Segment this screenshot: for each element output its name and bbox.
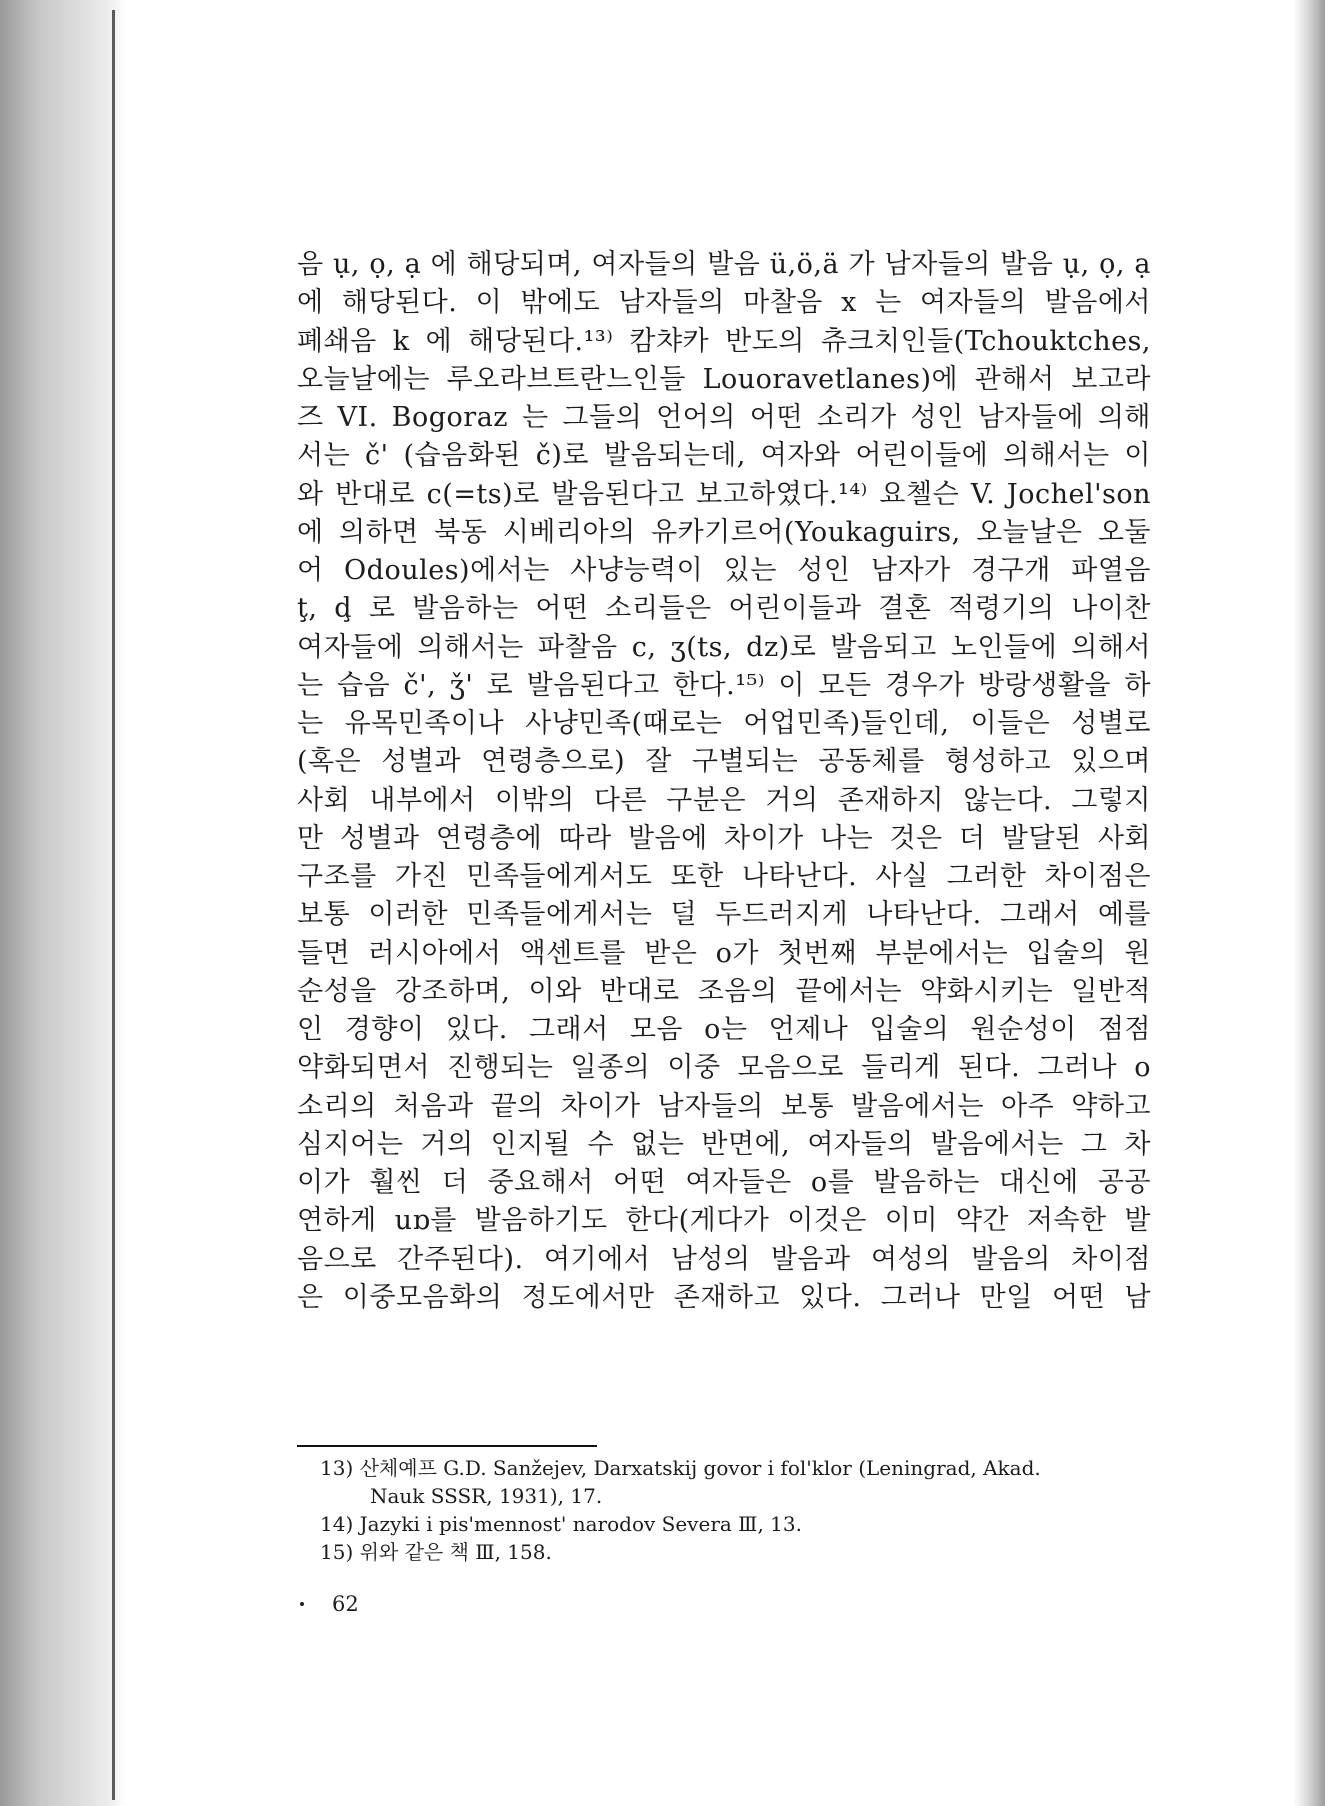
text-line: 인 경향이 있다. 그래서 모음 o는 언제나 입술의 원순성이 점점: [297, 1014, 1151, 1045]
text-line: 여자들에 의해서는 파찰음 c, ʒ(ts, dz)로 발음되고 노인들에 의해서: [297, 631, 1151, 663]
page-edge-right: [1293, 0, 1325, 1806]
text-line: ţ, ḑ 로 발음하는 어떤 소리들은 어린이들과 결혼 적령기의 나이찬: [297, 593, 1151, 625]
text-line: (혹은 성별과 연령층으로) 잘 구별되는 공동체를 형성하고 있으며: [297, 746, 1151, 778]
text-line: 이가 훨씬 더 중요해서 어떤 여자들은 o를 발음하는 대신에 공공: [297, 1167, 1152, 1198]
text-line: 은 이중모음화의 정도에서만 존재하고 있다. 그러나 만일 어떤 남: [297, 1281, 1151, 1313]
footnote-13: [320, 1454, 1160, 1510]
text-line: 만 성별과 연령층에 따라 발음에 차이가 나는 것은 더 발달된 사회: [297, 822, 1151, 854]
text-line: 사회 내부에서 이밖의 다른 구분은 거의 존재하지 않는다. 그렇지: [297, 784, 1151, 816]
footnote-text: 14) Jazyki i pis'mennost' narodov Severa Ⅲ, 13.: [320, 1512, 802, 1536]
text-line: 오늘날에는 루오라브트란느인들 Louoravetlanes)에 관해서 보고라: [297, 363, 1151, 395]
text-line: 들면 러시아에서 액센트를 받은 o가 첫번째 부분에서는 입술의 원: [297, 937, 1151, 969]
text-line: 에 의하면 북동 시베리아의 유카기르어(Youkaguirs, 오늘날은 오둘: [297, 516, 1151, 548]
page-number: 62: [332, 1592, 359, 1616]
text-line: 연하게 uɒ를 발음하기도 한다(게다가 이것은 이미 약간 저속한 발: [297, 1205, 1151, 1237]
text-line: 음 ụ, ọ, ạ 에 해당되며, 여자들의 발음 ü,ö,ä 가 남자들의 발음 ụ, ọ, ạ: [297, 249, 1151, 280]
text-line: 순성을 강조하며, 이와 반대로 조음의 끝에서는 약화시키는 일반적: [297, 975, 1151, 1007]
text-line: 약화되면서 진행되는 일종의 이중 모음으로 들리게 된다. 그러나 o: [297, 1052, 1151, 1084]
text-line: 어 Odoules)에서는 사냥능력이 있는 성인 남자가 경구개 파열음: [297, 555, 1151, 586]
footnote-divider: [297, 1445, 597, 1447]
text-line: 는 유목민족이나 사냥민족(때로는 어업민족)들인데, 이들은 성별로: [297, 708, 1151, 739]
footnote-text: 13) 산체예프 G.D. Sanžejev, Darxatskij govor i fol'klor (Leningrad, Akad.: [320, 1456, 1041, 1480]
footnotes: [320, 1454, 1160, 1566]
text-line: 소리의 처음과 끝의 차이가 남자들의 보통 발음에서는 아주 약하고: [297, 1090, 1151, 1122]
text-line: 즈 VI. Bogoraz 는 그들의 언어의 어떤 소리가 성인 남자들에 의해: [297, 402, 1151, 433]
page-edge-left: [0, 0, 126, 1806]
footnote-15: [320, 1538, 1160, 1566]
footnote-text-continued: Nauk SSSR, 1931), 17.: [370, 1484, 603, 1508]
text-line: 구조를 가진 민족들에게서도 또한 나타난다. 사실 그러한 차이점은: [297, 861, 1151, 892]
footnote-text: 15) 위와 같은 책 Ⅲ, 158.: [320, 1540, 552, 1564]
body-text: [297, 246, 1151, 1317]
text-line: 보통 이러한 민족들에게서는 덜 두드러지게 나타난다. 그래서 예를: [297, 899, 1151, 931]
text-line: 서는 č' (습음화된 č)로 발음되는데, 여자와 어린이들에 의해서는 이: [297, 440, 1151, 472]
footnote-14: [320, 1510, 1160, 1538]
text-line: 음으로 간주된다). 여기에서 남성의 발음과 여성의 발음의 차이점: [297, 1243, 1151, 1275]
text-line: 심지어는 거의 인지될 수 없는 반면에, 여자들의 발음에서는 그 차: [297, 1128, 1151, 1160]
text-line: 에 해당된다. 이 밖에도 남자들의 마찰음 x 는 여자들의 발음에서: [297, 287, 1151, 319]
text-line: 와 반대로 c(=ts)로 발음된다고 보고하였다.¹⁴⁾ 요첼슨 V. Jochel'son: [297, 478, 1151, 510]
text-line: 폐쇄음 k 에 해당된다.¹³⁾ 캄챠카 반도의 츄크치인들(Tchouktches,: [297, 325, 1151, 357]
page-mark-dot: [300, 1602, 304, 1606]
text-line: 는 습음 č', ǯ' 로 발음된다고 한다.¹⁵⁾ 이 모든 경우가 방랑생활을 하: [297, 669, 1151, 701]
